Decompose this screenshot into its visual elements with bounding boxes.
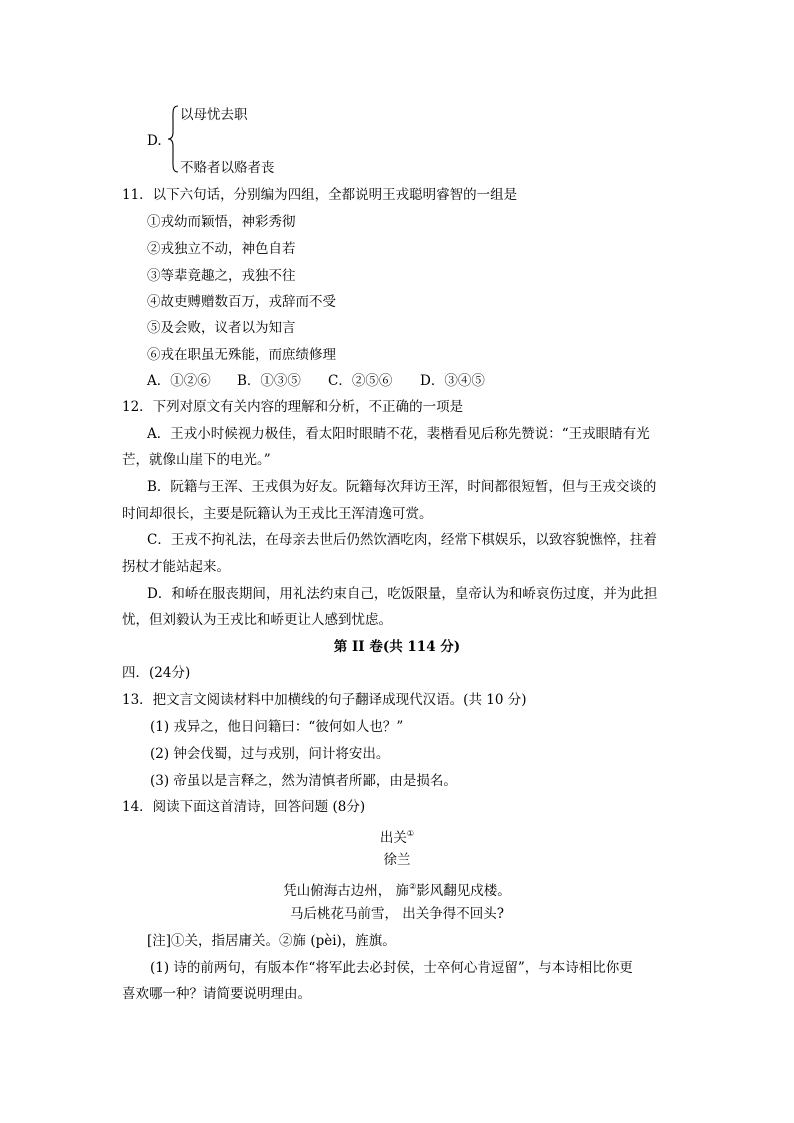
footnote-marker: ① [406, 829, 415, 838]
q12-option-a-line2: 芒，就像山崖下的电光。” [122, 452, 271, 468]
q12-option-b-line1: B．阮籍与王浑、王戎俱为好友。阮籍每次拜访王浑，时间都很短暂，但与王戎交谈的 [147, 479, 657, 495]
q11-option-b: B．①③⑤ [237, 373, 301, 389]
q11-option-d: D．③④⑤ [420, 373, 485, 389]
q10-option-d-letter: D. [147, 133, 162, 149]
poem-verse-2: 马后桃花马前雪， 出关争得不回头? [289, 906, 505, 922]
q14-subquestion-1-line2: 喜欢哪一种？请简要说明理由。 [122, 986, 311, 1002]
q12-option-b-line2: 时间却很长，主要是阮籍认为王戎比王浑清逸可赏。 [122, 506, 433, 522]
q14-subquestion-1-line1: (1) 诗的前两句，有版本作“将军此去必封侯，士卒何心肯逗留”，与本诗相比你更 [150, 960, 633, 976]
poem-title: 出关① [379, 829, 415, 846]
poem-note: [注]①关，指居庸关。②旆 (pèi)，旌旗。 [147, 933, 396, 949]
q12-option-c-line2: 拐杖才能站起来。 [122, 559, 230, 575]
q11-stem: 11．以下六句话，分别编为四组，全都说明王戎聪明睿智的一组是 [122, 187, 518, 203]
q13-sentence-2: (2) 钟会伐蜀，过与戎别，问计将安出。 [150, 746, 390, 762]
q11-option-a: A．①②⑥ [147, 373, 211, 389]
q12-stem: 12．下列对原文有关内容的理解和分析，不正确的一项是 [122, 399, 464, 415]
section4-heading: 四．(24分) [122, 665, 191, 681]
q13-sentence-3: (3) 帝虽以是言释之，然为清慎者所鄙，由是损名。 [150, 773, 457, 789]
q13-sentence-1: (1) 戎异之，他日问籍曰：“彼何如人也？” [150, 719, 404, 735]
q12-option-d-line1: D．和峤在服丧期间，用礼法约束自己，吃饭限量，皇帝认为和峤哀伤过度，并为此担 [147, 586, 658, 602]
footnote-marker: ② [409, 882, 417, 891]
poem-verse-1: 凭山俯海古边州， 旆②影风翻见戍楼。 [283, 882, 511, 899]
q10-option-d-line2: 不赂者以赂者丧 [180, 160, 275, 176]
q11-option-c: C．②⑤⑥ [328, 373, 393, 389]
q12-option-a-line1: A．王戎小时候视力极佳，看太阳时眼睛不花，裴楷看见后称先赞说：“王戎眼睛有光 [147, 426, 650, 442]
q11-item: ④故吏赙赠数百万，戎辞而不受 [147, 294, 336, 310]
poem-author: 徐兰 [383, 852, 411, 868]
part2-title: 第 II 卷(共 114 分) [333, 639, 461, 655]
curly-brace-icon [166, 104, 180, 174]
q12-option-c-line1: C．王戎不拘礼法，在母亲去世后仍然饮酒吃肉，经常下棋娱乐，以致容貌憔悴，拄着 [147, 532, 657, 548]
q11-item: ②戎独立不动，神色自若 [147, 241, 296, 257]
q11-item: ①戎幼而颖悟，神彩秀彻 [147, 214, 296, 230]
q11-item: ⑥戎在职虽无殊能，而庶绩修理 [147, 347, 336, 363]
q11-item: ⑤及会败，议者以为知言 [147, 320, 296, 336]
q11-item: ③等辈竟趣之，戎独不往 [147, 268, 296, 284]
q13-stem: 13．把文言文阅读材料中加横线的句子翻译成现代汉语。(共 10 分) [122, 692, 527, 708]
q14-stem: 14．阅读下面这首清诗，回答问题 (8分) [122, 799, 366, 815]
q10-option-d-line1: 以母忧去职 [180, 107, 248, 123]
q12-option-d-line2: 忧，但刘毅认为王戎比和峤更让人感到忧虑。 [122, 612, 392, 628]
